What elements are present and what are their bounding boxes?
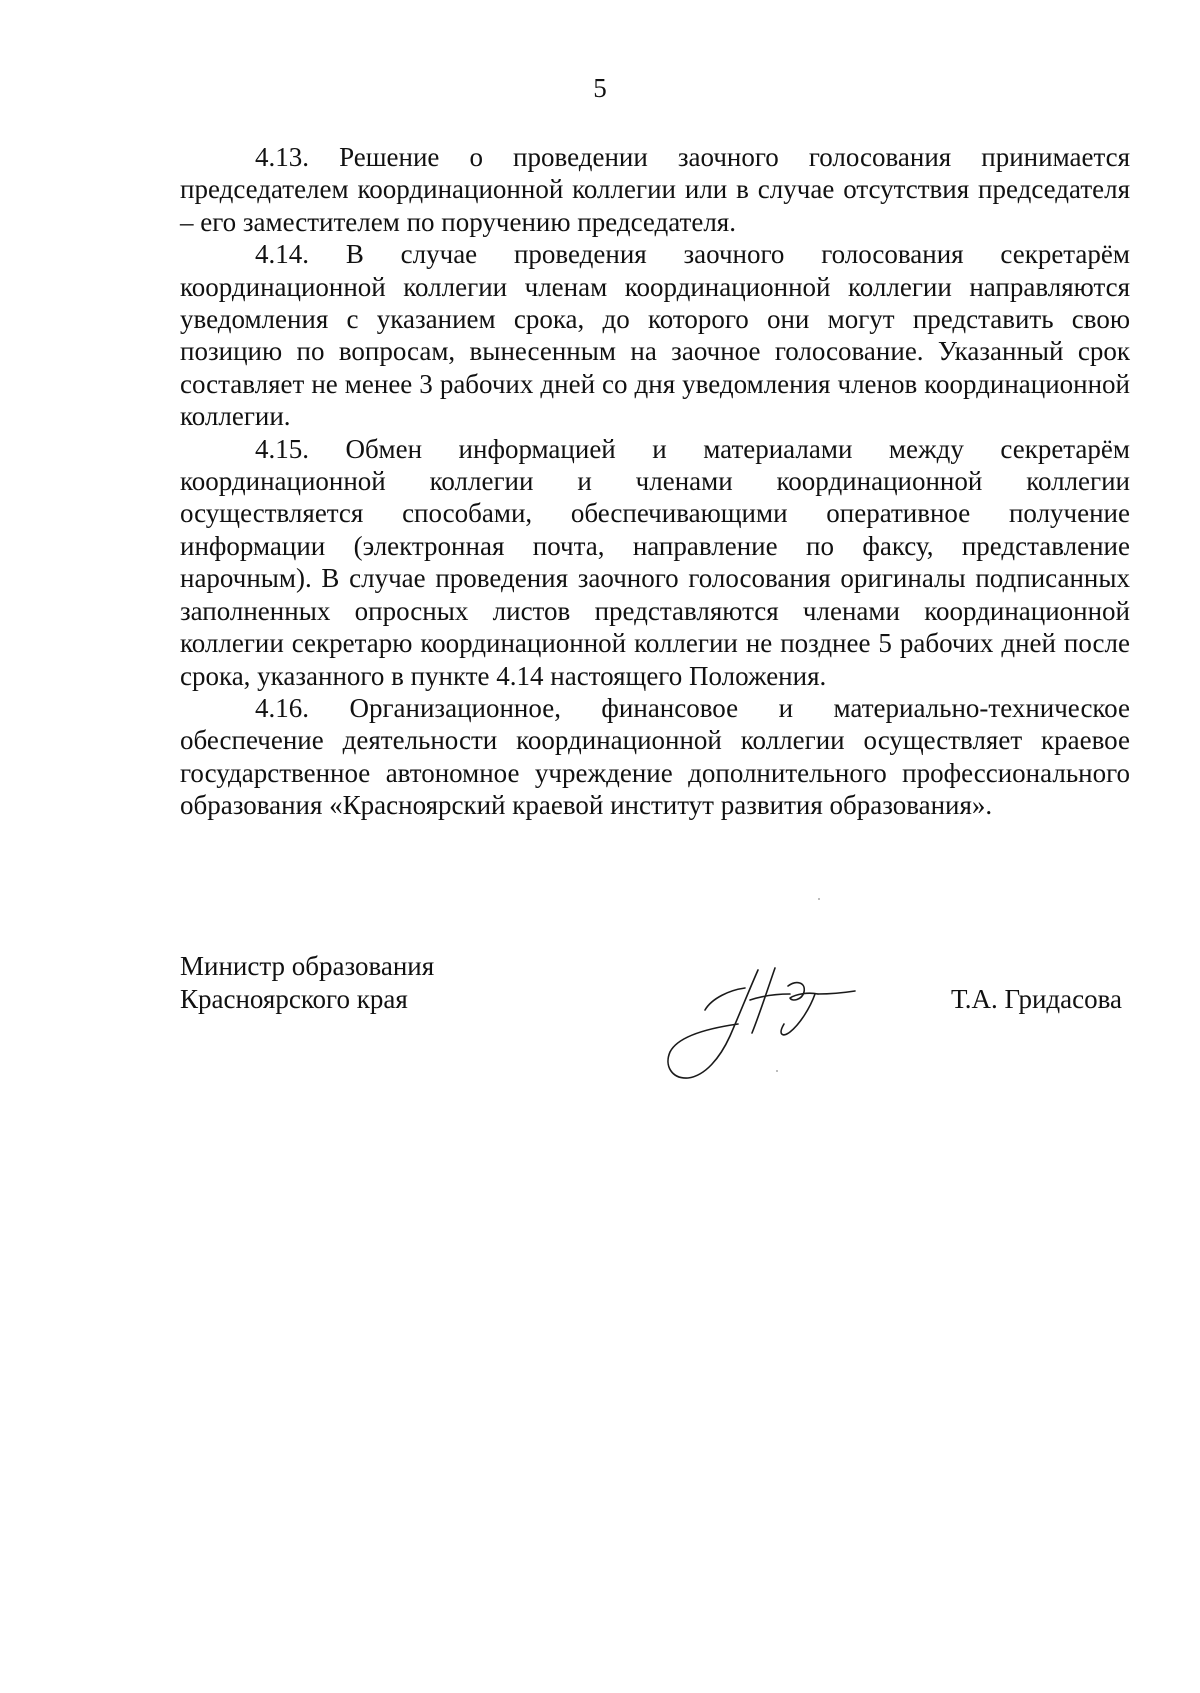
signer-title-line-1: Министр образования — [180, 951, 435, 981]
signer-title — [180, 950, 434, 1016]
paragraph-4-15: 4.15. Обмен информацией и материалами между секретарём координационной коллегии и членами координационной коллегии осуществляется способами, обеспечивающими оперативное получение информации (электронная почта, направление по факсу, представление нарочным). В случае проведения заочного голосования оригиналы подписанных заполненных опросных листов представляются членами координационной коллегии секретарю координационной коллегии не позднее 5 рабочих дней после срока, указанного в пункте 4.14 настоящего Положения. — [180, 433, 1130, 691]
signer-name: Т.А. Гридасова — [951, 984, 1122, 1014]
document-body — [180, 141, 1130, 822]
scan-artifact — [776, 1070, 778, 1072]
signature-block — [180, 950, 1130, 1090]
signer-title-line-2: Красноярского края — [180, 984, 408, 1014]
paragraph-4-13: 4.13. Решение о проведении заочного голосования принимается председателем координационной коллегии или в случае отсутствия председателя – его заместителем по поручению председателя. — [180, 142, 1130, 237]
page-number: 5 — [593, 73, 607, 103]
scan-artifact — [818, 898, 820, 900]
handwritten-signature — [650, 958, 860, 1088]
paragraph-4-14: 4.14. В случае проведения заочного голосования секретарём координационной коллегии членам координационной коллегии направляются уведомления с указанием срока, до которого они могут представить свою позицию по вопросам, вынесенным на заочное голосование. Указанный срок составляет не менее 3 рабочих дней со дня уведомления членов координационной коллегии. — [180, 239, 1130, 432]
paragraph-4-16: 4.16. Организационное, финансовое и материально-техническое обеспечение деятельности координационной коллегии осуществляет краевое государственное автономное учреждение дополнительного профессионального образования «Красноярский краевой институт развития образования». — [180, 692, 1130, 821]
